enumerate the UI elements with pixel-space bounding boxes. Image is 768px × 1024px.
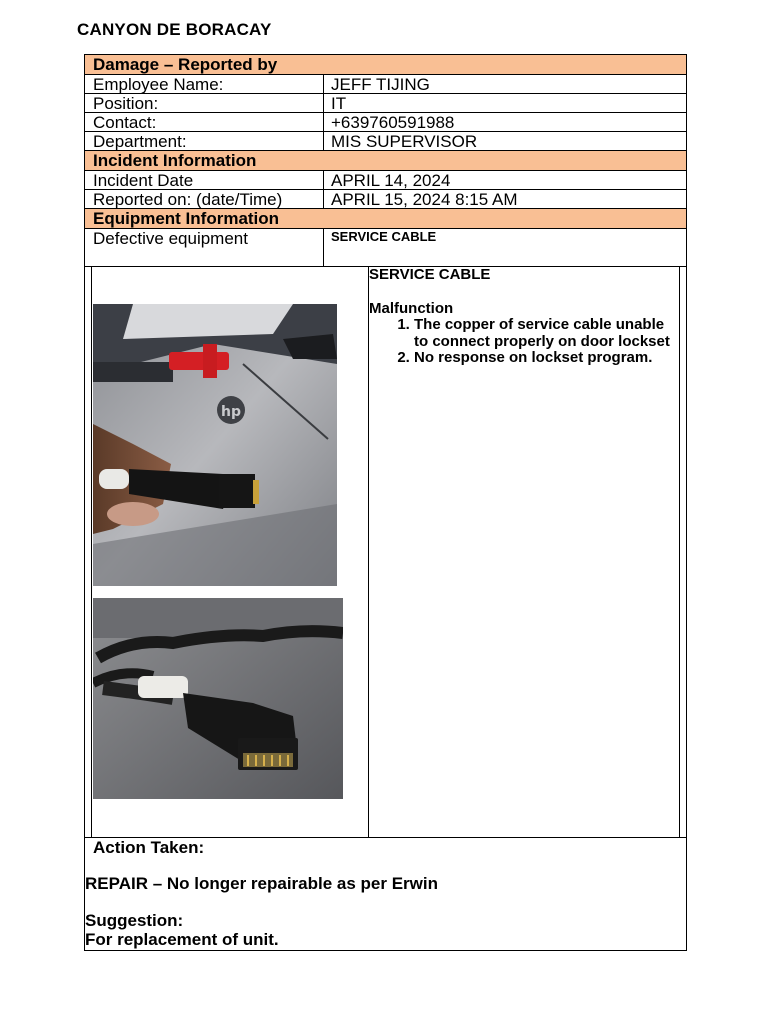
- field-label: Reported on: (date/Time): [85, 190, 324, 208]
- field-value: APRIL 15, 2024 8:15 AM: [331, 190, 518, 208]
- field-label: Defective equipment: [85, 229, 324, 266]
- inner-border-left: [91, 267, 92, 837]
- malfunction-heading: Malfunction: [369, 299, 454, 317]
- section-title: Incident Information: [93, 151, 257, 170]
- inner-border-right: [679, 267, 680, 837]
- field-label: Incident Date: [85, 171, 324, 189]
- row-contact: [85, 113, 686, 132]
- section-title: Equipment Information: [93, 209, 280, 228]
- malfunction-description: [369, 267, 674, 367]
- section-header-damage: [85, 55, 686, 75]
- photo-cable-connector-laptop: [93, 304, 337, 586]
- field-value: MIS SUPERVISOR: [331, 132, 478, 150]
- list-item: 1. The copper of service cable unable to connect properly on door lockset: [414, 317, 674, 350]
- row-department: [85, 132, 686, 151]
- svg-text:hp: hp: [221, 404, 241, 420]
- field-label: Department:: [85, 132, 324, 150]
- field-label: Employee Name:: [85, 75, 324, 93]
- field-label: Contact:: [85, 113, 324, 131]
- row-reported-on: [85, 190, 686, 209]
- incident-report-form: [84, 54, 687, 951]
- section-header-incident: [85, 151, 686, 171]
- field-value: APRIL 14, 2024: [331, 171, 451, 189]
- suggestion-label: Suggestion:: [85, 911, 184, 930]
- row-employee-name: [85, 75, 686, 94]
- field-value: +639760591988: [331, 113, 455, 131]
- document-title: CANYON DE BORACAY: [77, 20, 272, 39]
- malfunction-list: [369, 317, 674, 367]
- action-result: REPAIR – No longer repairable as per Erwin: [85, 874, 439, 893]
- row-defective-equipment: [85, 229, 686, 267]
- description-heading: SERVICE CABLE: [369, 266, 491, 283]
- row-incident-date: [85, 171, 686, 190]
- suggestion-value: For replacement of unit.: [85, 930, 279, 949]
- field-value: IT: [331, 94, 347, 112]
- list-item: 2. No response on lockset program.: [414, 350, 674, 367]
- photo-cable-connector-closeup: [93, 598, 343, 799]
- field-label: Position:: [85, 94, 324, 112]
- action-taken-label: Action Taken:: [93, 838, 205, 857]
- section-title: Damage – Reported by: [93, 55, 278, 74]
- evidence-row: [85, 267, 686, 838]
- section-header-equipment: [85, 209, 686, 229]
- field-value: JEFF TIJING: [331, 75, 430, 93]
- row-position: [85, 94, 686, 113]
- field-value: SERVICE CABLE: [331, 229, 437, 244]
- action-taken-section: [85, 838, 686, 950]
